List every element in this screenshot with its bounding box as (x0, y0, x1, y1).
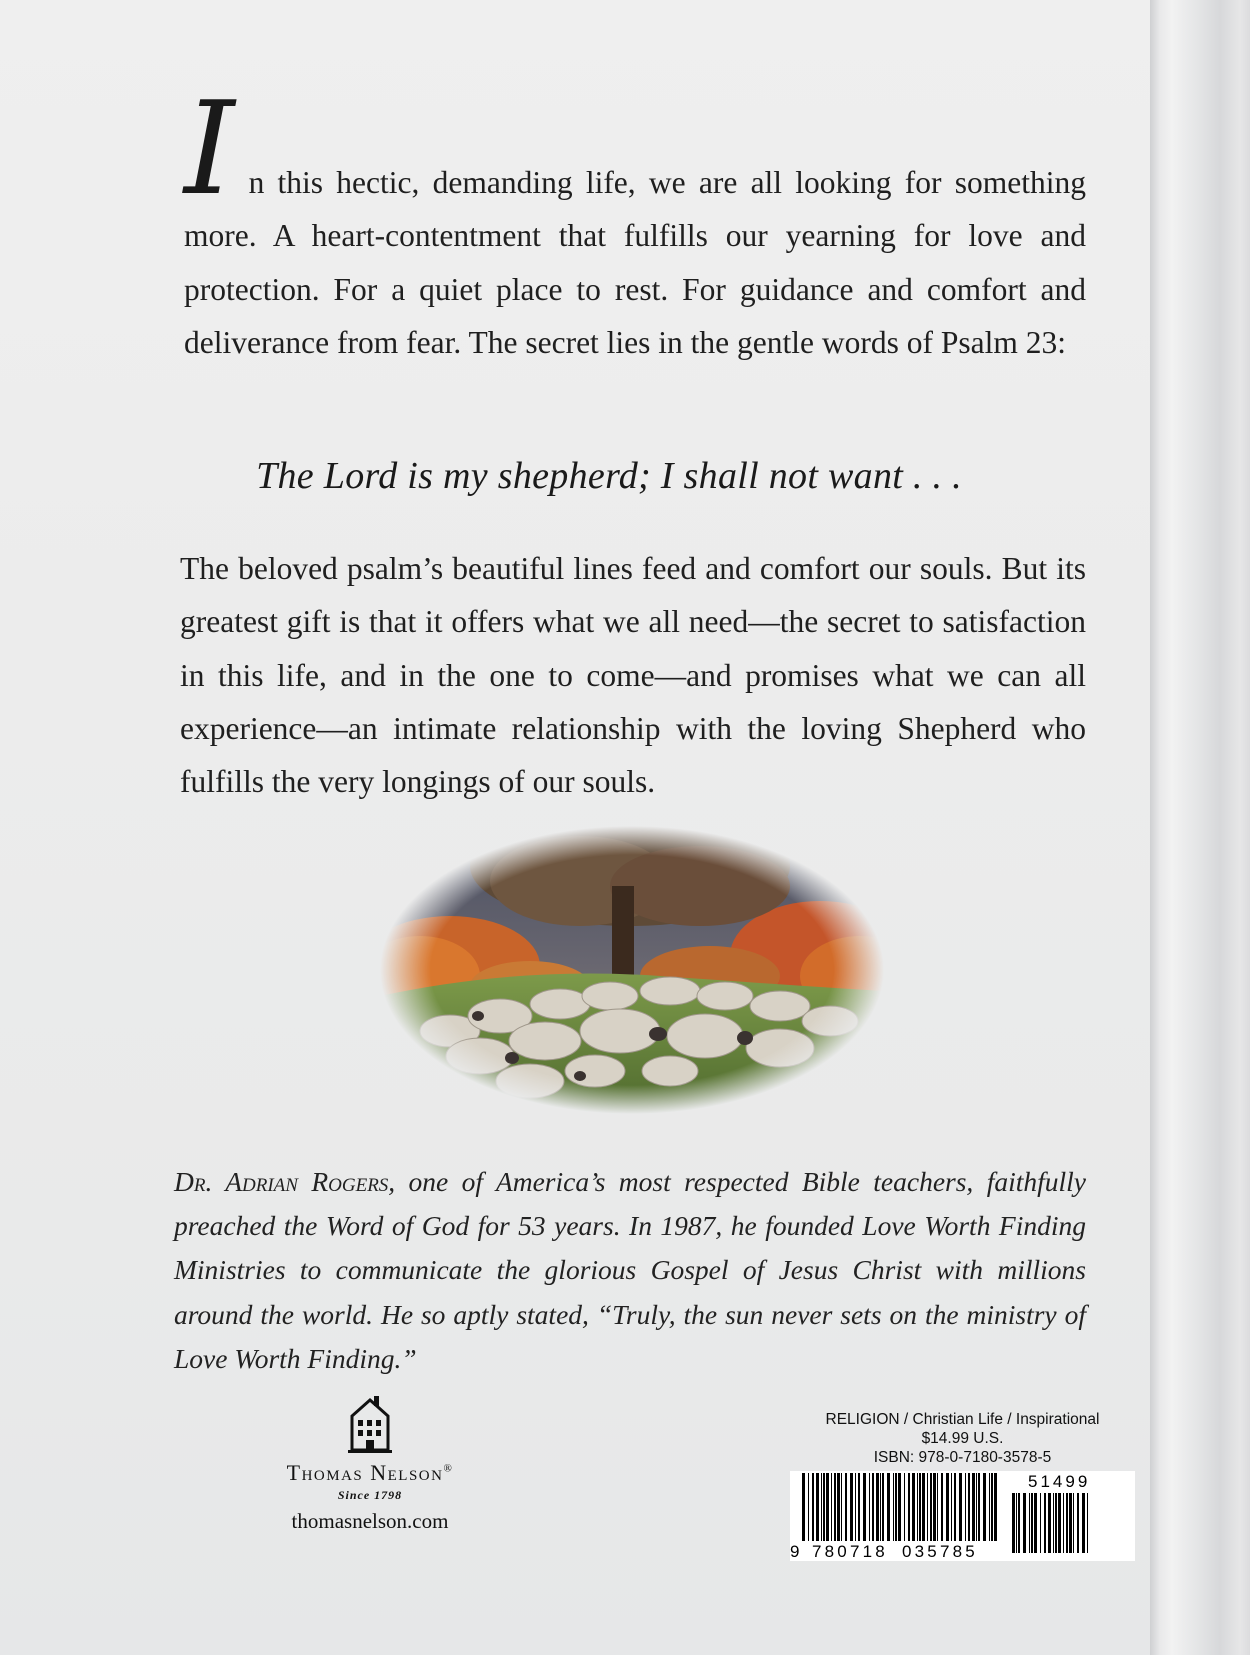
barcode-bar (1034, 1493, 1037, 1553)
body-paragraph: The beloved psalm’s beautiful lines feed and comfort our souls. But its greatest gift is that it offers what we all need—the secret to satisfaction in this life, and in the one to come—and promises what we can all experience—an intimate relationship with the loving Shepherd who fulfills the very longings of our souls. (180, 551, 1086, 800)
barcode-bar (917, 1473, 918, 1541)
author-bio-text: one of America’s most respected Bible teachers, faithfully preached the Word of God for 53 years. In 1987, he founded Love Worth Finding Ministries to communicate the glorious Gospel of Jesus Christ with millions around the world. He so aptly stated, “Truly, the sun never sets on the ministry of Love Worth Finding.” (174, 1166, 1086, 1374)
barcode-bar (1044, 1493, 1046, 1553)
barcode-bar (1048, 1493, 1051, 1553)
barcode-bar (898, 1473, 901, 1541)
isbn-label: ISBN: 978-0-7180-3578-5 (873, 1449, 1052, 1466)
barcode-bar (1012, 1493, 1015, 1553)
barcode-bar (816, 1473, 819, 1541)
intro-text: n this hectic, demanding life, we are all looking for something more. A heart-contentment that fulfills our yearning for love and protection. For a quiet place to rest. For guidance and comfort and deliverance from fear. The secret lies in the gentle words of Psalm 23: (184, 165, 1086, 360)
barcode-bar (1073, 1493, 1074, 1553)
barcode-bar (1023, 1493, 1026, 1553)
category-label: RELIGION / Christian Life / Inspirational (825, 1411, 1100, 1428)
barcode-area (790, 1410, 1135, 1561)
barcode-digit-prefix: 9 (790, 1542, 800, 1561)
publisher-url: thomasnelson.com (291, 1509, 449, 1533)
barcode-bar (831, 1473, 832, 1541)
barcode-bar (954, 1473, 956, 1541)
barcode-bar (893, 1473, 894, 1541)
barcode-digits-left: 780718 (812, 1542, 888, 1561)
barcode-bar (841, 1473, 842, 1541)
barcode-bar (912, 1473, 915, 1541)
barcode-bar (1066, 1493, 1068, 1553)
barcode-bar (978, 1473, 980, 1541)
barcode-bar (991, 1473, 993, 1541)
barcode-bar (937, 1473, 938, 1541)
barcode-bar (880, 1473, 881, 1541)
barcode-bar (1058, 1493, 1061, 1553)
author-name: Dr. Adrian Rogers, (174, 1166, 396, 1197)
drop-cap: I (184, 75, 235, 224)
barcode-bar (802, 1473, 805, 1541)
barcode-bar (845, 1473, 847, 1541)
barcode-bar (972, 1473, 975, 1541)
psalm-verse-text: The Lord is my shepherd; I shall not want . . . (256, 455, 962, 497)
barcode-bar (927, 1473, 928, 1541)
house-icon (344, 1392, 396, 1456)
barcode-bar (951, 1473, 952, 1541)
barcode-bar (1069, 1493, 1072, 1553)
barcode-bar (922, 1473, 925, 1541)
barcode-bar (1077, 1493, 1079, 1553)
barcode-bar (834, 1473, 836, 1541)
psalm-verse (0, 454, 1250, 498)
sheep-photo (380, 826, 884, 1114)
barcode-bar (933, 1473, 936, 1541)
barcode-bar (826, 1473, 829, 1541)
barcode-bar (869, 1473, 870, 1541)
barcode-bar (1018, 1493, 1020, 1553)
barcode-bar (1055, 1493, 1057, 1553)
barcode-bar (989, 1473, 990, 1541)
barcode-bar (1029, 1493, 1030, 1553)
barcode-bar (821, 1473, 822, 1541)
barcode-bar (930, 1473, 932, 1541)
barcode-bar (908, 1473, 910, 1541)
barcode-bar (808, 1473, 809, 1541)
barcode-bar (919, 1473, 921, 1541)
publisher-block (250, 1392, 490, 1534)
intro-paragraph (184, 75, 1086, 369)
publisher-since: Since 1798 (337, 1488, 403, 1502)
barcode-bar (994, 1473, 997, 1541)
barcode-bar (1087, 1493, 1088, 1553)
book-spine (1150, 0, 1250, 1655)
barcode-price-code: 51499 (1028, 1472, 1091, 1491)
barcode-bar (959, 1473, 962, 1541)
barcode-bar (823, 1473, 825, 1541)
barcode-bar (1053, 1493, 1054, 1553)
barcode-bar (1031, 1493, 1033, 1553)
barcode-bar (850, 1473, 853, 1541)
barcode-bar (882, 1473, 884, 1541)
barcode-bar (887, 1473, 890, 1541)
barcode-bar (965, 1473, 966, 1541)
barcode-bar (837, 1473, 840, 1541)
barcode-bar (1016, 1493, 1017, 1553)
barcode-bar (895, 1473, 897, 1541)
barcode-bar (855, 1473, 856, 1541)
barcode-bar (1063, 1493, 1064, 1553)
barcode-digits-right: 035785 (902, 1542, 978, 1561)
barcode-bar (812, 1473, 814, 1541)
barcode-bar (1040, 1493, 1041, 1553)
publisher-name: Thomas Nelson® (286, 1460, 454, 1485)
barcode-bar (876, 1473, 879, 1541)
barcode-bar (976, 1473, 977, 1541)
barcode-bar (858, 1473, 860, 1541)
barcode-bar (863, 1473, 866, 1541)
barcode-bar (983, 1473, 986, 1541)
barcode-bar (968, 1473, 970, 1541)
isbn-barcode (790, 1471, 1135, 1561)
barcode-bar (941, 1473, 943, 1541)
barcode-bar (946, 1473, 949, 1541)
price-label: $14.99 U.S. (921, 1430, 1004, 1447)
barcode-bar (872, 1473, 874, 1541)
barcode-bar (904, 1473, 905, 1541)
author-bio (174, 1160, 1086, 1381)
barcode-bar (1082, 1493, 1085, 1553)
